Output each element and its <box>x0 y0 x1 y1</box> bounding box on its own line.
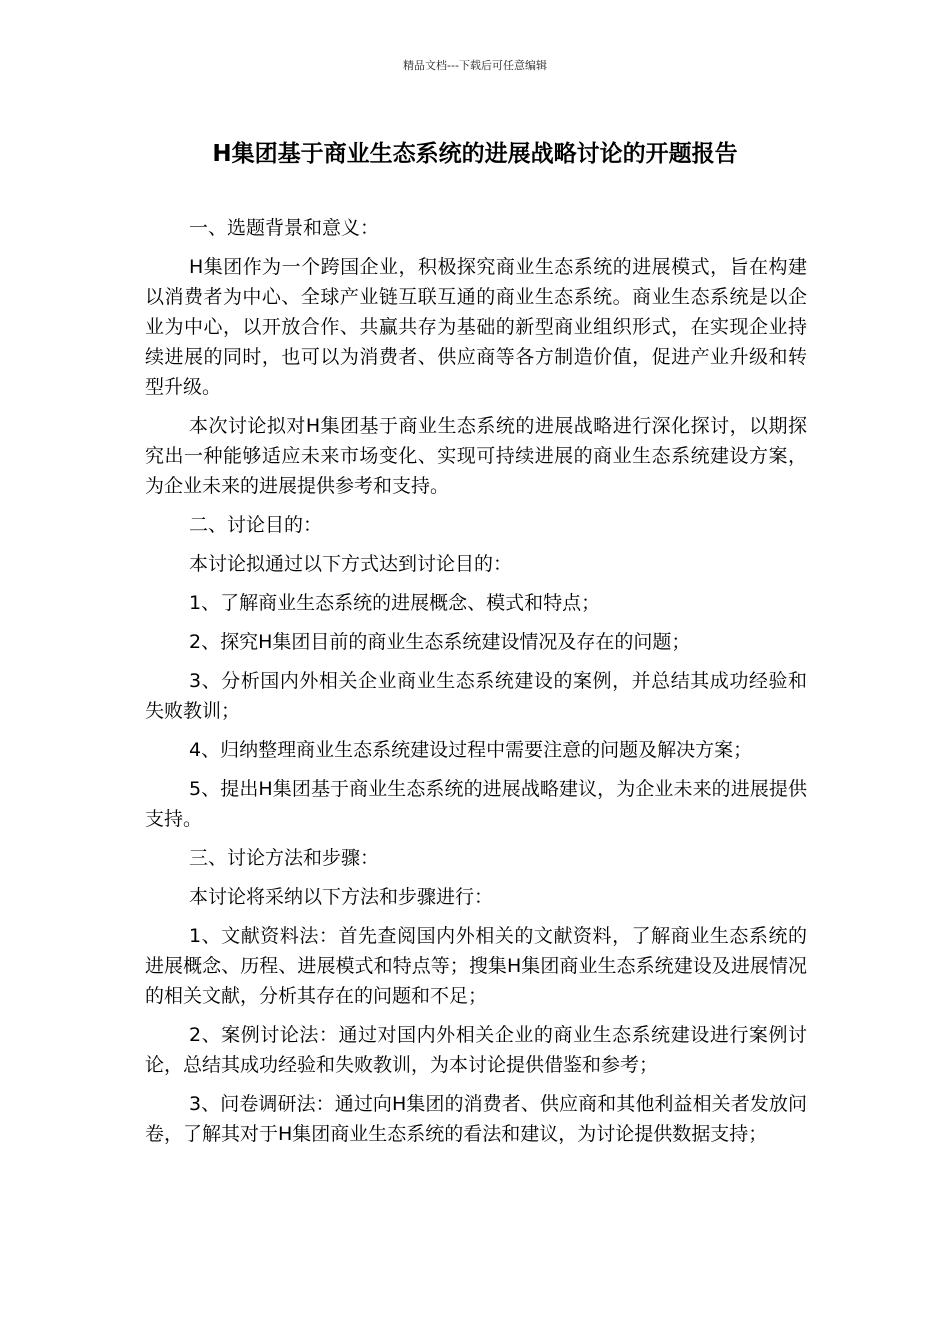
section-heading-purpose: 二、讨论目的： <box>189 514 323 536</box>
paragraph-background: H集团作为一个跨国企业，积极探究商业生态系统的进展模式，旨在构建以消费者为中心、全球产业链互联互通的商业生态系统。商业生态系统是以企业为中心，以开放合作、共赢共存为基础的新型商业组织形式，在实现企业持续进展的同时，也可以为消费者、供应商等各方制造价值，促进产业升级和转型升级。 <box>145 256 807 398</box>
paragraph-study-aim: 本次讨论拟对H集团基于商业生态系统的进展战略进行深化探讨，以期探究出一种能够适应未来市场变化、实现可持续进展的商业生态系统建设方案，为企业未来的进展提供参考和支持。 <box>145 415 807 497</box>
paragraph-purpose-intro: 本讨论拟通过以下方式达到讨论目的： <box>189 553 513 575</box>
section-heading-methods: 三、讨论方法和步骤： <box>189 847 380 869</box>
document-title: H集团基于商业生态系统的进展战略讨论的开题报告 <box>212 141 738 167</box>
list-item-purpose-3: 3、分析国内外相关企业商业生态系统建设的案例，并总结其成功经验和失败教训； <box>145 670 807 722</box>
header-note: 精品文档---下载后可任意编辑 <box>403 59 547 72</box>
list-item-method-3: 3、问卷调研法：通过向H集团的消费者、供应商和其他利益相关者发放问卷，了解其对于H集团商业生态系统的看法和建议，为讨论提供数据支持； <box>145 1093 807 1145</box>
list-item-method-1: 1、文献资料法：首先查阅国内外相关的文献资料，了解商业生态系统的进展概念、历程、进展模式和特点等；搜集H集团商业生态系统建设及进展情况的相关文献，分析其存在的问题和不足； <box>145 925 807 1007</box>
section-heading-background: 一、选题背景和意义： <box>189 217 380 239</box>
list-item-purpose-5: 5、提出H集团基于商业生态系统的进展战略建议，为企业未来的进展提供支持。 <box>145 778 807 830</box>
list-item-purpose-1: 1、了解商业生态系统的进展概念、模式和特点； <box>189 592 601 614</box>
document-body <box>145 213 807 1158</box>
list-item-method-2: 2、案例讨论法：通过对国内外相关企业的商业生态系统建设进行案例讨论，总结其成功经验和失败教训，为本讨论提供借鉴和参考； <box>145 1024 807 1076</box>
list-item-purpose-2: 2、探究H集团目前的商业生态系统建设情况及存在的问题； <box>189 631 691 653</box>
list-item-purpose-4: 4、归纳整理商业生态系统建设过程中需要注意的问题及解决方案； <box>189 739 753 761</box>
paragraph-methods-intro: 本讨论将采纳以下方法和步骤进行： <box>189 886 494 908</box>
